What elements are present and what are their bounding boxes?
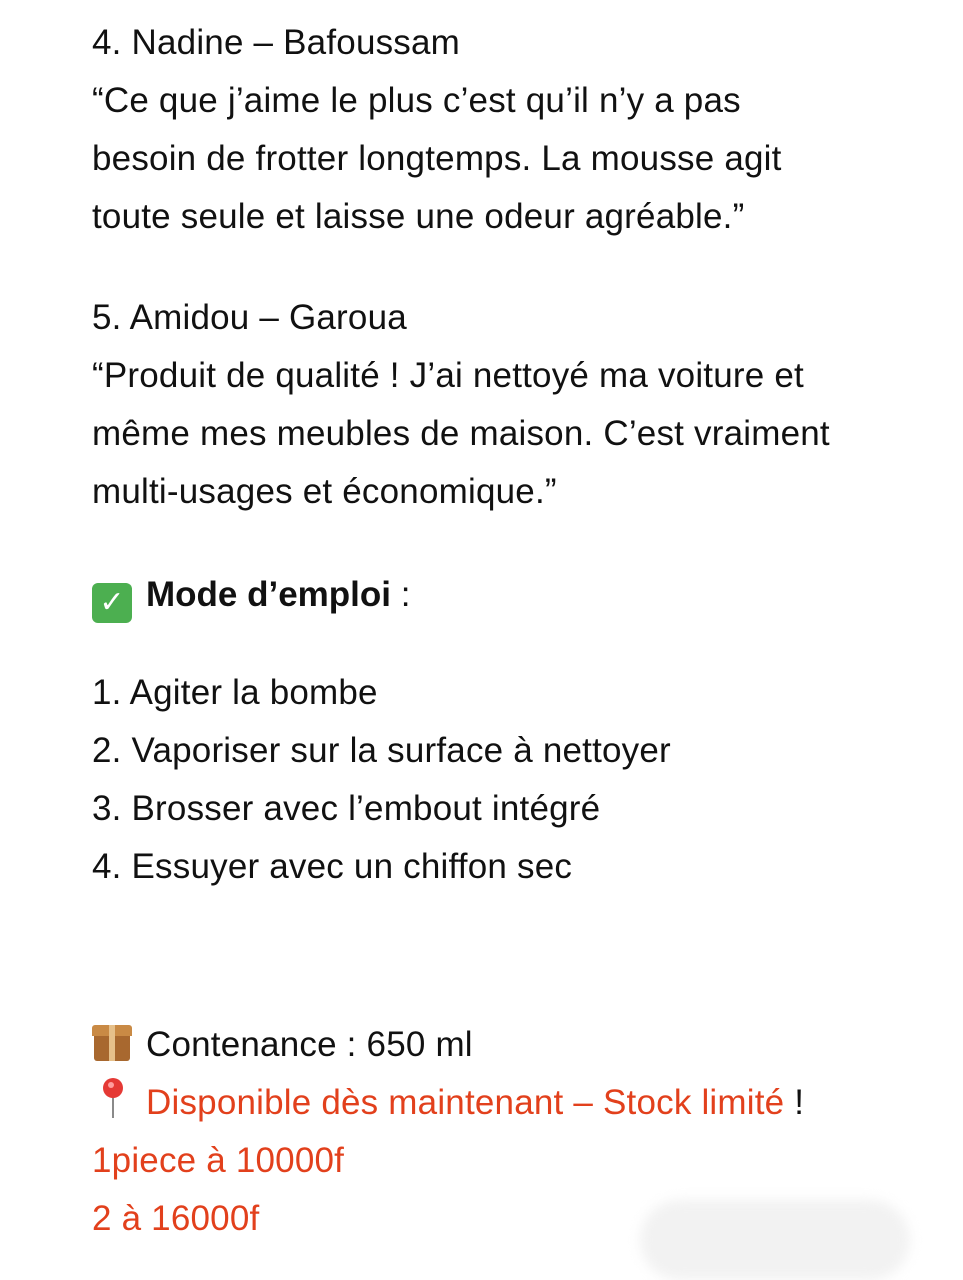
testimonial-text-line: même mes meubles de maison. C’est vraiment <box>92 414 830 453</box>
availability-line <box>92 1074 942 1132</box>
mode-emploi-steps <box>92 664 942 896</box>
contenance-line <box>92 1016 942 1074</box>
testimonial-text-line: “Produit de qualité ! J’ai nettoyé ma voiture et <box>92 356 804 395</box>
testimonial-amidou <box>92 289 942 521</box>
round-pushpin-icon <box>92 1078 132 1120</box>
step-item: 4. Essuyer avec un chiffon sec <box>92 847 573 886</box>
testimonial-header: 4. Nadine – Bafoussam <box>92 23 461 62</box>
blurred-area <box>640 1200 910 1280</box>
testimonial-header: 5. Amidou – Garoua <box>92 298 407 337</box>
contenance-text: Contenance : 650 ml <box>146 1025 473 1064</box>
testimonial-nadine <box>92 14 942 246</box>
testimonial-text-line: besoin de frotter longtemps. La mousse agit <box>92 139 782 178</box>
mode-emploi-heading <box>92 566 410 624</box>
step-item: 1. Agiter la bombe <box>92 673 378 712</box>
testimonial-text-line: toute seule et laisse une odeur agréable.” <box>92 197 745 236</box>
availability-text: Disponible dès maintenant – Stock limité <box>146 1083 785 1122</box>
price-single: 1piece à 10000f <box>92 1141 345 1180</box>
testimonial-text-line: “Ce que j’aime le plus c’est qu’il n’y a pas <box>92 81 741 120</box>
check-mark-button-icon: ✓ <box>92 583 132 623</box>
testimonial-text-line: multi-usages et économique.” <box>92 472 557 511</box>
package-icon <box>92 1025 132 1061</box>
mode-emploi-suffix: : <box>391 575 411 614</box>
mode-emploi-title: Mode d’emploi <box>146 575 391 614</box>
price-pair: 2 à 16000f <box>92 1199 260 1238</box>
availability-suffix: ! <box>784 1083 805 1122</box>
step-item: 3. Brosser avec l’embout intégré <box>92 789 601 828</box>
step-item: 2. Vaporiser sur la surface à nettoyer <box>92 731 671 770</box>
